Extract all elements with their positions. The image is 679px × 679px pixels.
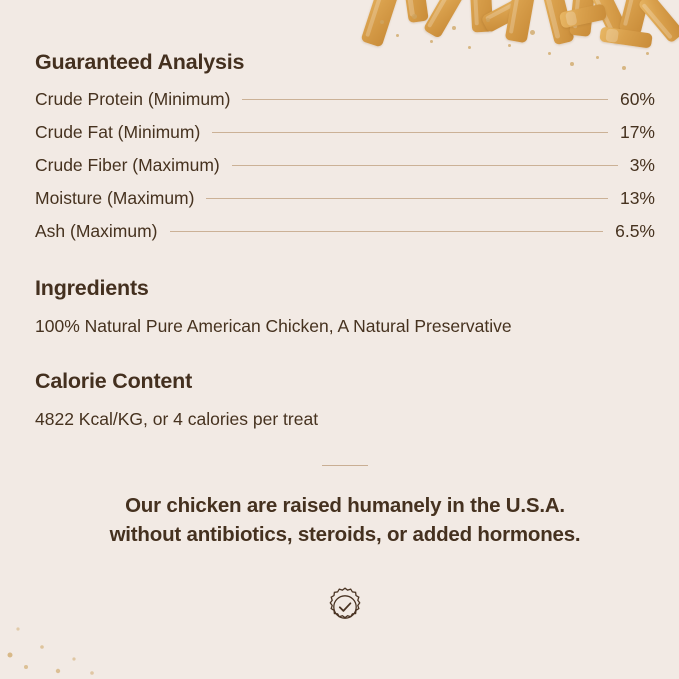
claim-line-1: Our chicken are raised humanely in the U.S.A. (125, 494, 565, 518)
seal-container (35, 585, 655, 629)
treat-shape (505, 0, 542, 43)
leader-line (206, 198, 608, 199)
analysis-row (35, 122, 655, 143)
crumb (412, 14, 417, 19)
calorie-content-title: Calorie Content (35, 368, 193, 393)
treat-shape (599, 26, 653, 48)
crumb (452, 26, 456, 30)
calorie-content-section (35, 369, 655, 432)
ingredients-text: 100% Natural Pure American Chicken, A Natural Preservative (35, 316, 512, 336)
analysis-label: Ash (Maximum) (35, 221, 158, 241)
guaranteed-analysis-section (35, 50, 655, 242)
leader-line (232, 165, 618, 166)
treat-shape (360, 0, 405, 47)
treat-shape (637, 0, 679, 44)
treat-shape (481, 0, 532, 33)
divider (322, 465, 368, 466)
analysis-label: Crude Fat (Minimum) (35, 122, 201, 142)
analysis-label: Crude Protein (Minimum) (35, 89, 231, 109)
crumb (486, 18, 490, 22)
treat-shape (619, 0, 660, 35)
crumb (380, 20, 384, 24)
treat-shape (468, 0, 493, 32)
ingredients-section (35, 276, 655, 339)
crumb (396, 34, 399, 37)
check-seal-icon (323, 585, 367, 629)
treat-shape (399, 0, 429, 23)
crumb (508, 44, 511, 47)
analysis-value: 6.5% (615, 221, 655, 241)
leader-line (242, 99, 608, 100)
analysis-value: 60% (619, 89, 655, 109)
claim-statement (45, 492, 645, 549)
analysis-value: 13% (619, 188, 655, 208)
calorie-content-text: 4822 Kcal/KG, or 4 calories per treat (35, 408, 319, 429)
treat-shape (587, 0, 631, 45)
crumb (430, 40, 433, 43)
treat-shape (537, 0, 574, 45)
leader-line (170, 231, 604, 232)
treat-shape (559, 3, 607, 28)
analysis-label: Crude Fiber (Maximum) (35, 155, 220, 175)
claim-line-2: without antibiotics, steroids, or added hormones. (109, 522, 581, 546)
analysis-value: 17% (619, 122, 655, 142)
guaranteed-analysis-list (35, 89, 655, 242)
content-column (35, 50, 655, 629)
crumb (530, 30, 535, 35)
analysis-row (35, 221, 655, 242)
treat-shape (569, 0, 600, 37)
analysis-row (35, 155, 655, 176)
analysis-row (35, 89, 655, 110)
guaranteed-analysis-title: Guaranteed Analysis (35, 50, 245, 74)
crumb (468, 46, 471, 49)
ingredients-title: Ingredients (35, 276, 149, 300)
treat-shape (423, 0, 468, 39)
analysis-label: Moisture (Maximum) (35, 188, 195, 208)
analysis-value: 3% (629, 155, 655, 175)
leader-line (212, 132, 608, 133)
analysis-row (35, 188, 655, 209)
